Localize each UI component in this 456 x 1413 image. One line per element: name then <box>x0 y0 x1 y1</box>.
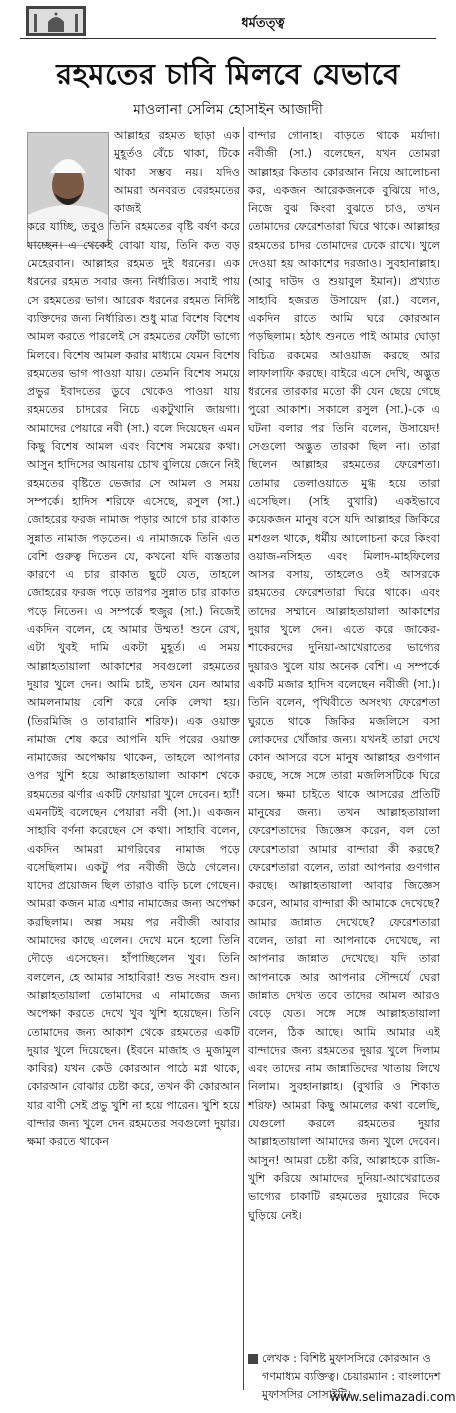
article-intro: আল্লাহর রহমত ছাড়া এক মুহূর্তও বেঁচে থাকা, টিকে থাকা সম্ভব নয়। যদিও আমরা অনবরত বেরহমতের কাজই <box>114 129 240 216</box>
author-byline: মাওলানা সেলিম হোসাইন আজাদী <box>133 102 323 118</box>
author-note-marker <box>248 1354 258 1364</box>
article-column-1 <box>27 127 240 1152</box>
article-body-col1: করে যাচ্ছি, তবুও তিনি রহমতের বৃষ্টি বর্ষণ করে যাচ্ছেন। এ থেকেই বোঝা যায়, তিনি কত বড় মেহেরবান। আল্লাহর রহমত দুই ধরনের। এক ধরনের রহমত সবার জন্য নির্ধারিত। সবাই পায় সে রহমতের ভাগ। আরেক ধরনের রহমত নির্দিষ্ট ব্যক্তিদের জন্য নির্ধারিত। শুধু মাত্র বিশেষ বিশেষ আমল করতে পারলেই সে রহমতের ফোঁটা ভাগ্যে মিলবে। বিশেষ আমল করার মাধ্যমে যেমন বিশেষ রহমতের ভাগ পাওয়া যায়। তেমনি বিশেষ সময়ে প্রভুর ইবাদতের ডুবে থেকেও পাওয়া যায় রহমতের চাদরের নিচে একটুখানি জায়গা। আমাদের পেয়ারে নবী (সা.) বলে দিয়েছেন এমন কিছু বিশেষ আমল এবং বিশেষ সময়ের কথা। আসুন হাদিসের আয়নায় চোখ বুলিয়ে জেনে নিই রহমতের বৃষ্টিতে ভেজার সে আমল ও সময় সম্পর্কে। হাদিস শরিফে এসেছে, রসুল (সা.) জোহরের ফরজ নামাজ পড়ার আগে চার রাকাত সুন্নাত নামাজ পড়তেন। এ নামাজকে তিনি এত বেশি গুরুত্ব দিতেন যে, কখনো যদি ব্যস্ততার কারণে এ চার রাকাত ছুটে যেত, তাহলে জোহরের ফরজ পড়ে তারপর সুন্নাত চার রাকাত পড়ে নিতেন। এ সম্পর্কে হুজুর (সা.) নিজেই একদিন বলেন, হে আমার উম্মত! শুনে রেখ, এটা খুবই দামি একটা মুহূর্ত। এ সময় আল্লাহতায়ালা আকাশের সবগুলো রহমতের দুয়ার খুলে দেন। আমি চাই, তখন যেন আমার আমলনামায় বেশি করে নেকি লেখা হয়। (তিরমিজি ও তাবারানি শরিফ)। এক ওয়াক্ত নামাজ শেষ করে আপনি যদি পরের ওয়াক্ত নামাজের অপেক্ষায় থাকেন, তাহলে আপনার ওপর খুশি হয়ে আল্লাহতায়ালা আকাশ থেকে রহমতের ঝর্ণার একটি ফোয়ারা খুলে দেবেন। হ্যাঁ! এমনটিই বলেছেন পেয়ারা নবী (সা.)। একজন সাহাবি বর্ণনা করেছেন সে কথা। সাহাবি বলেন, একদিন আমরা মাগরিবের নামাজ পড়ে বসেছিলাম। একটু পর নবীজী উঠে গেলেন। যাদের প্রয়োজন ছিল তারাও বাড়ি চলে গেছেন। আমরা কজন মাত্র এশার নামাজের জন্য অপেক্ষা করছিলাম। অল্প সময় পর নবীজী আবার আমাদের কাছে এলেন। দেখে মনে হলো তিনি দৌড়ে এসেছেন। হাঁপাচ্ছিলেন খুব। তিনি বললেন, হে আমার সাহাবিরা! শুভ সংবাদ শুন। আল্লাহতায়ালা তোমাদের এ নামাজের জন্য অপেক্ষা করতে দেখে খুব খুশি হয়েছেন। তিনি তোমাদের জন্য আকাশ থেকে রহমতের একটি দুয়ার খুলে দিয়েছেন। (ইবনে মাজাহ ও মুজামুল কাবির) যখন কেউ কোরআন পাঠে মগ্ন থাকে, কোরআন বোঝার চেষ্টা করে, তখন কী কোরআন যার বাণী সেই প্রভু খুশি না হয়ে পারেন। খুশি হয়ে বান্দার জন্য খুলে দেন রহমতের সবগুলো দুয়ার। ক্ষমা করতে থাকেন <box>27 220 240 1149</box>
article-headline: রহমতের চাবি মিলবে যেভাবে <box>56 57 400 91</box>
website-link[interactable]: www.selimazadi.com <box>330 1390 456 1404</box>
section-header <box>18 4 438 38</box>
mosque-icon <box>26 6 86 36</box>
author-note: লেখক : বিশিষ্ট মুফাসসিরে কোরআন ও গণমাধ্যম ব্যক্তিত্ব। চেয়ারম্যান : বাংলাদেশ মুফাসসির সোসাইটি। <box>262 1352 441 1401</box>
article-column-2 <box>248 127 440 1225</box>
column-divider <box>243 127 244 1390</box>
header-divider <box>20 38 436 39</box>
section-title: ধর্মতত্ত্ব <box>241 16 285 31</box>
article-body-col2: বান্দার গোনাহ। বাড়তে থাকে মর্যাদা। নবীজী (সা.) বলেছেন, যখন তোমরা আল্লাহর কিতাব কোরআন নিয়ে আলোচনা কর, একজন আরেকজনকে বুঝিয়ে দাও, নিজে বুঝ কিংবা বুঝতে চাও, তখন তোমাদের ফেরেশতারা ঘিরে থাকে। আল্লাহর রহমতের চাদর তোমাদের ঢেকে রাখে। খুলে দেওয়া হয় আকাশের দরজাও। সুবহানাল্লাহ। (আবু দাউদ ও শুয়াবুল ইমান)। প্রখ্যাত সাহাবি হজরত উসায়েদ (রা.) বলেন, একদিন রাতে আমি ঘরে কোরআন পড়ছিলাম। হঠাৎ শুনতে পাই আমার ঘোড়া বিচিত্র রকমের আওয়াজ করছে আর লাফালাফি করছে। বাইরে এসে দেখি, অদ্ভুত ধরনের তারকার মতো কী যেন ছেয়ে গেছে পুরো আকাশ। সকালে রসুল (সা.)-কে এ ঘটনা বলার পর তিনি বলেন, উসায়েদ! সেগুলো অদ্ভুত তারকা ছিল না। তারা ছিলেন আল্লাহর রহমতের ফেরেশতা। তোমার তেলাওয়াতে মুগ্ধ হয়ে তারা এসেছিল। (সহি বুখারি) একইভাবে কয়েকজন মানুষ বসে যদি আল্লাহর জিকিরে মশগুল থাকে, ধর্মীয় আলোচনা করে কিংবা ওয়াজ-নসিহত এবং মিলাদ-মাহফিলের আসর বসায়, তাহলেও ওই আসরকে রহমতের ফেরেশতারা ঘিরে থাকে। এবং তাদের সম্মানে আল্লাহতায়ালা আকাশের দুয়ার খুলে দেন। এতে করে জাকের-শাকেরদের দুনিয়া-আখেরাতের ভাগ্যের দুয়ারও খুলে যায় অনেক বেশি। এ সম্পর্কে একটি মজার হাদিস বলেছেন নবীজী (সা.)। তিনি বলেন, পৃথিবীতে অসংখ্য ফেরেশতা ঘুরতে থাকে জিকির মজলিসে বসা লোকদের খোঁজার জন্য। যখনই তারা দেখে কোন আসরে বসে মানুষ আল্লাহর গুণগান করছে, সঙ্গে সঙ্গে তারা মজলিসটিকে ঘিরে বসে। ক্ষমা চাইতে থাকে আসরের প্রতিটি মানুষের জন্য। তখন আল্লাহতায়ালা ফেরেশতাদের জিজ্ঞেস করেন, বল তো ফেরেশতারা আমার বান্দারা কী করছে? ফেরেশতারা বলেন, তারা আপনার গুণগান করছে। আল্লাহতায়ালা আবার জিজ্ঞেস করেন, আমার বান্দারা কী আমাকে দেখেছে? আমার জান্নাত দেখেছে? ফেরেশতারা বলেন, তারা না আপনাকে দেখেছে, না আপনার জান্নাত দেখেছে। যদি তারা আপনাকে আর আপনার সৌন্দর্যে ঘেরা জান্নাত দেখত তবে তাদের আমল আরও বেড়ে যেত। সঙ্গে সঙ্গে আল্লাহতায়ালা বলেন, ঠিক আছে। আমি আমার এই বান্দাদের জন্য রহমতের দুয়ার খুলে দিলাম এবং তাদের নাম জান্নাতিদের খাতায় লিখে নিলাম। সুবহানাল্লাহ। (বুখারি ও শিকাত শরিফ) আমরা কিছু আমলের কথা বলেছি, যেগুলো করলে রহমতের দুয়ার আল্লাহতায়ালা আমাদের জন্য খুলে দেবেন। আসুন! আমরা চেষ্টা করি, আল্লাহকে রাজি-খুশি করিয়ে আমাদের দুনিয়া-আখেরাতের ভাগ্যের চাকাটি রহমতের দুয়ারের দিকে ঘুড়িয়ে নেই। <box>248 129 440 1222</box>
